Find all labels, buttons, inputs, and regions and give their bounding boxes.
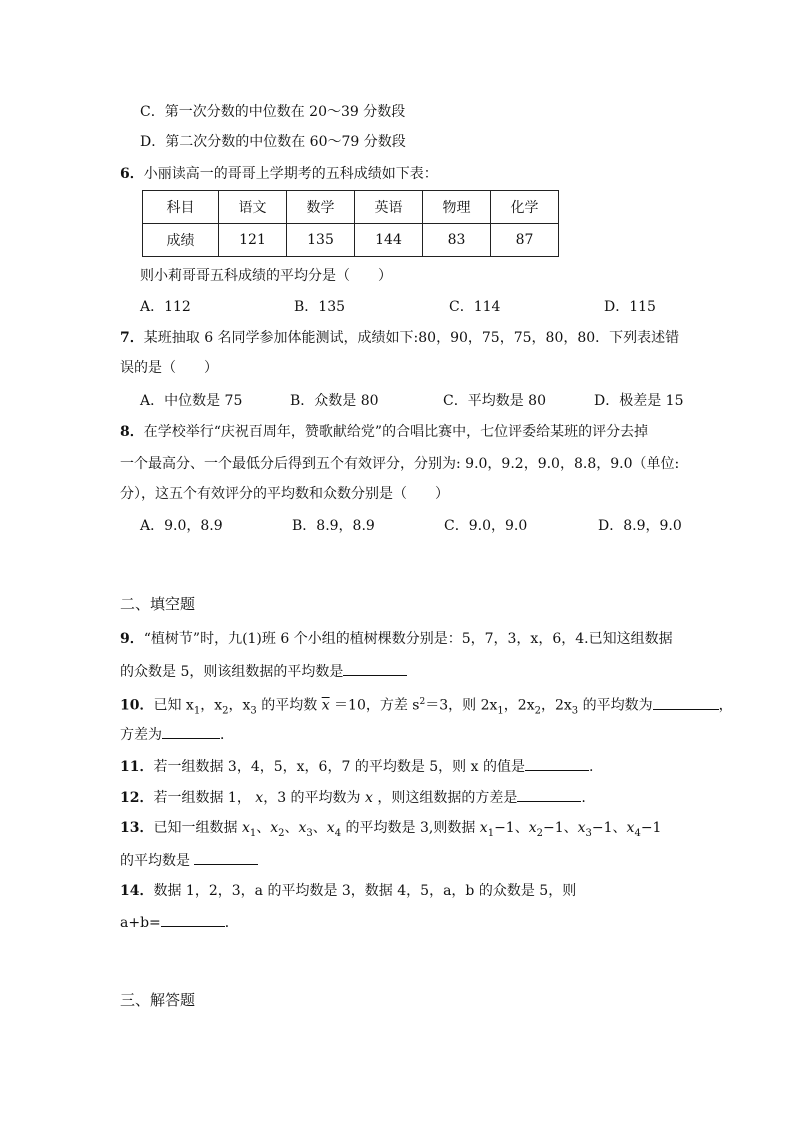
q10-text: ，2x xyxy=(503,697,535,714)
table-cell: 物理 xyxy=(423,191,491,224)
q9-text: 的众数是 5，则该组数据的平均数是 xyxy=(120,664,344,680)
q11-text: . xyxy=(588,759,594,775)
q10-line1 xyxy=(120,692,733,721)
subscript: 3 xyxy=(306,827,313,839)
q10-text: 已知 x xyxy=(153,697,194,714)
variable-x: x xyxy=(626,820,635,836)
q13-text: 的平均数是 3,则数据 xyxy=(345,820,476,836)
q7-line1 xyxy=(120,328,679,348)
q12-text: ，3 的平均数为 xyxy=(263,790,361,806)
q10-text: 方差为 xyxy=(120,727,162,743)
q8-line2: 一个最高分、一个最低分后得到五个有效评分，分别为: 9.0，9.2，9.0，8.8，9.0（单位: xyxy=(120,456,680,472)
q13-line1 xyxy=(120,818,661,844)
separator: 、 xyxy=(312,820,327,836)
q7-line2: 误的是（ ） xyxy=(120,360,218,376)
question-number: 9． xyxy=(120,631,144,647)
separator: 、 xyxy=(514,820,529,836)
answer-blank[interactable] xyxy=(525,756,589,771)
table-cell: 语文 xyxy=(219,191,287,224)
variable-x: x xyxy=(270,820,279,836)
q12-line xyxy=(120,787,586,808)
table-cell: 121 xyxy=(219,224,287,257)
variable-x: x xyxy=(577,820,586,836)
subscript: 2 xyxy=(222,705,229,717)
minus-one: −1 xyxy=(494,820,515,836)
subscript: 3 xyxy=(585,827,592,839)
q6-question: 则小莉哥哥五科成绩的平均分是（ ） xyxy=(140,268,392,284)
table-cell: 科目 xyxy=(143,191,219,224)
answer-blank[interactable] xyxy=(343,661,407,676)
q10-text: ． xyxy=(220,727,234,743)
q7-text: 某班抽取 6 名同学参加体能测试，成绩如下:80，90，75，75，80，80．下列表述错 xyxy=(143,330,680,346)
variable-x: x xyxy=(298,820,307,836)
q6-option-b: B．135 xyxy=(294,299,346,315)
q8-line3: 分），这五个有效评分的平均数和众数分别是（ ） xyxy=(120,486,449,502)
q7-option-b: B．众数是 80 xyxy=(290,393,379,409)
q14-text: a+b= xyxy=(120,915,161,931)
q8-text: 在学校举行“庆祝百周年，赞歌献给党”的合唱比赛中，七位评委给某班的评分去掉 xyxy=(143,424,649,440)
q6-option-d: D．115 xyxy=(604,299,656,315)
subscript: 3 xyxy=(571,705,579,717)
subscript: 4 xyxy=(334,827,342,839)
q10-text: ＝10，方差 s xyxy=(329,697,420,714)
separator: 、 xyxy=(612,820,627,836)
variable-x: x xyxy=(326,820,335,836)
q13-line2 xyxy=(120,850,258,871)
q10-text: ，x xyxy=(228,697,251,714)
q14-line1 xyxy=(120,881,576,901)
q10-text: 的平均数为 xyxy=(578,697,653,714)
section-heading-solve: 三、解答题 xyxy=(120,991,196,1009)
subscript: 1 xyxy=(193,705,201,717)
q9-text: “植树节”时，九(1)班 6 个小组的植树棵数分别是：5，7，3，x，6，4.已知这组数据 xyxy=(143,631,673,647)
q7-option-c: C．平均数是 80 xyxy=(443,393,546,409)
q12-text: 若一组数据 1， xyxy=(153,790,251,806)
table-cell: 化学 xyxy=(491,191,559,224)
question-number: 6． xyxy=(120,166,144,182)
q8-option-a: A．9.0，8.9 xyxy=(140,518,223,534)
question-number: 7． xyxy=(120,330,144,346)
answer-blank[interactable] xyxy=(653,695,719,710)
q8-option-b: B．8.9，8.9 xyxy=(292,518,375,534)
minus-one: −1 xyxy=(591,820,613,836)
table-row xyxy=(143,191,559,224)
q10-text: ，x xyxy=(200,697,223,714)
q13-text: 的平均数是 xyxy=(120,853,190,869)
table-cell: 成绩 xyxy=(143,224,219,257)
q10-line2 xyxy=(120,724,234,745)
question-number: 13． xyxy=(120,820,154,836)
score-table xyxy=(142,190,559,257)
question-number: 14． xyxy=(120,883,154,899)
q5-option-d: D．第二次分数的中位数在 60～79 分数段 xyxy=(140,134,406,150)
table-cell: 英语 xyxy=(355,191,423,224)
q11-line xyxy=(120,756,593,777)
subscript: 3 xyxy=(250,705,257,717)
table-cell: 144 xyxy=(355,224,423,257)
question-number: 11． xyxy=(120,759,154,775)
answer-blank[interactable] xyxy=(161,912,225,927)
variable-x: x xyxy=(365,790,373,806)
separator: 、 xyxy=(563,820,578,836)
question-number: 8． xyxy=(120,424,144,440)
q13-text: 已知一组数据 xyxy=(153,820,238,836)
answer-blank[interactable] xyxy=(194,850,258,865)
subscript: 1 xyxy=(487,827,495,839)
q6-option-c: C．114 xyxy=(449,299,501,315)
q14-text: ． xyxy=(224,915,239,931)
q6-option-a: A．112 xyxy=(140,299,191,315)
minus-one: −1 xyxy=(542,820,564,836)
subscript: 1 xyxy=(249,827,257,839)
q10-text: ＝3，则 2x xyxy=(425,697,498,714)
question-number: 12． xyxy=(120,790,154,806)
answer-blank[interactable] xyxy=(517,787,581,802)
answer-blank[interactable] xyxy=(162,724,220,739)
q9-line1 xyxy=(120,629,673,649)
q9-line2 xyxy=(120,661,407,682)
q8-line1 xyxy=(120,422,648,442)
subscript: 1 xyxy=(497,705,504,717)
q7-option-d: D．极差是 15 xyxy=(594,393,684,409)
subscript: 2 xyxy=(536,827,543,839)
variable-x: x xyxy=(241,820,250,836)
subscript: 2 xyxy=(278,827,285,839)
q11-text: 若一组数据 3，4，5，x，6，7 的平均数是 5，则 x 的值是 xyxy=(153,759,525,775)
separator: 、 xyxy=(256,820,271,836)
minus-one: −1 xyxy=(640,820,662,836)
variable-x: x xyxy=(528,820,537,836)
question-number: 10． xyxy=(120,697,154,714)
q7-option-a: A．中位数是 75 xyxy=(140,393,243,409)
variable-x: x xyxy=(479,820,488,836)
variable-x: x xyxy=(255,790,264,806)
q12-text: ，则这组数据的方差是 xyxy=(377,790,518,806)
mean-symbol: $\overline{x}$ xyxy=(321,697,330,714)
table-cell: 87 xyxy=(491,224,559,257)
table-cell: 数学 xyxy=(287,191,355,224)
q10-text: 的平均数 xyxy=(256,697,322,714)
q14-text: 数据 1，2，3，a 的平均数是 3，数据 4，5，a，b 的众数是 5，则 xyxy=(153,883,577,899)
table-cell: 83 xyxy=(423,224,491,257)
q10-text: ，2x xyxy=(540,697,572,714)
subscript: 2 xyxy=(534,705,541,717)
table-row xyxy=(143,224,559,257)
q14-line2 xyxy=(120,912,239,933)
q10-text: ， xyxy=(718,697,733,714)
table-cell: 135 xyxy=(287,224,355,257)
q12-text: . xyxy=(581,790,586,806)
q8-option-d: D．8.9，9.0 xyxy=(598,518,682,534)
q6-stem xyxy=(120,164,438,184)
q8-option-c: C．9.0，9.0 xyxy=(444,518,528,534)
section-heading-fill-in: 二、填空题 xyxy=(120,595,196,613)
separator: 、 xyxy=(284,820,299,836)
superscript: 2 xyxy=(419,697,426,707)
q6-stem-text: 小丽读高一的哥哥上学期考的五科成绩如下表： xyxy=(143,166,438,182)
subscript: 4 xyxy=(634,827,641,839)
q5-option-c: C．第一次分数的中位数在 20～39 分数段 xyxy=(140,104,406,120)
